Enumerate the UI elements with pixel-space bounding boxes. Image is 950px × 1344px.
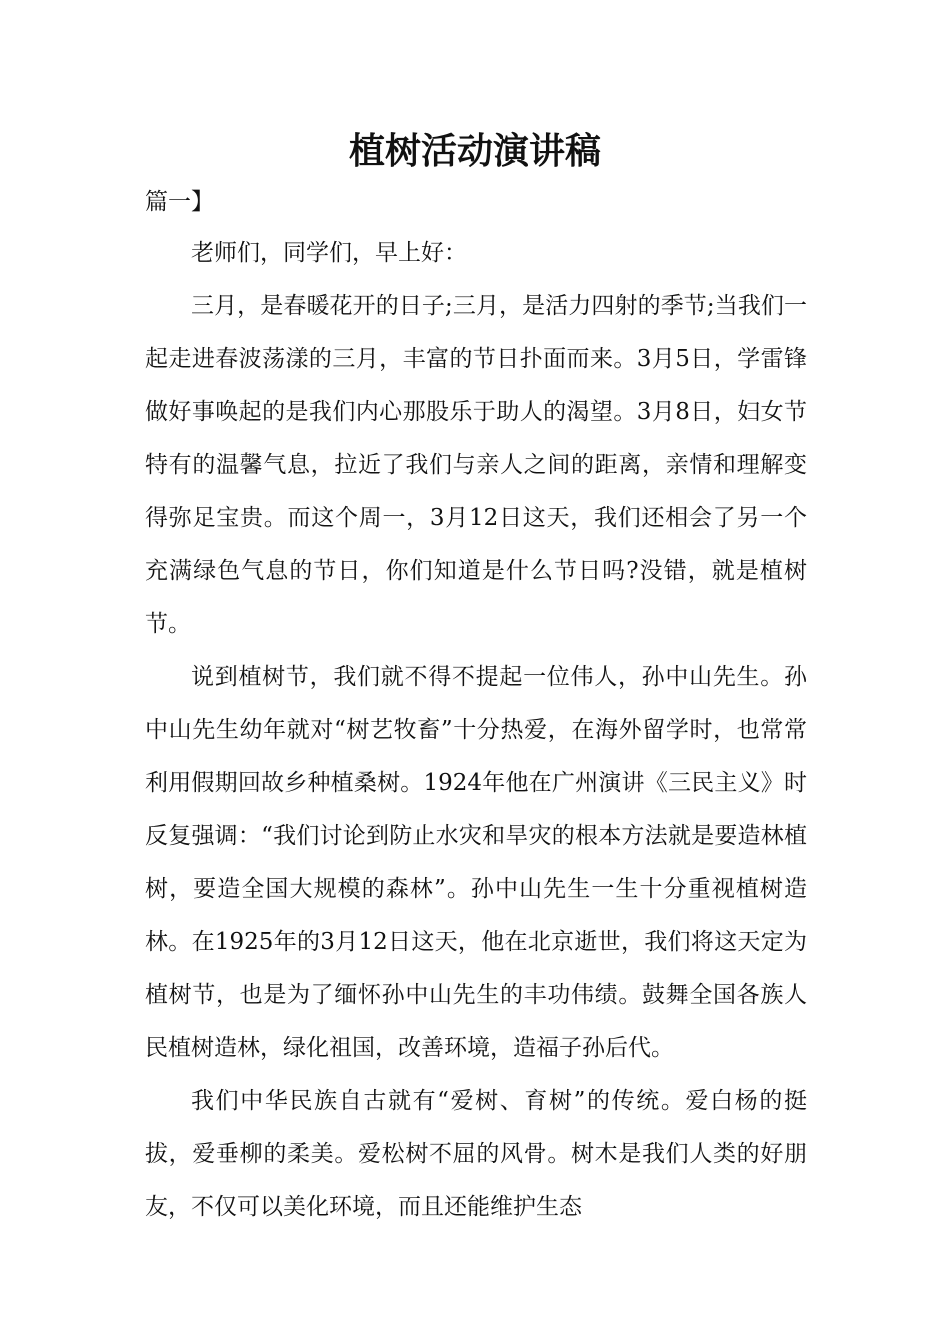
- document-title: 植树活动演讲稿: [348, 131, 601, 172]
- document-body: [145, 227, 807, 1234]
- section-label: 篇一】: [145, 189, 214, 215]
- tree-tradition-paragraph: 我们中华民族自古就有“爱树、育树”的传统。爱白杨的挺拔，爱垂柳的柔美。爱松树不屈的风骨。树木是我们人类的好朋友，不仅可以美化环境，而且还能维护生态: [145, 1088, 807, 1220]
- march-festivals-paragraph: 三月，是春暖花开的日子;三月，是活力四射的季节;当我们一起走进春波荡漾的三月，丰富的节日扑面而来。3月5日，学雷锋做好事唤起的是我们内心那股乐于助人的渴望。3月8日，妇女节特有的温馨气息，拉近了我们与亲人之间的距离，亲情和理解变得弥足宝贵。而这个周一，3月12日这天，我们还相会了另一个充满绿色气息的节日，你们知道是什么节日吗?没错，就是植树节。: [145, 293, 807, 637]
- greeting-paragraph: 老师们，同学们，早上好：: [191, 240, 467, 266]
- sun-yat-sen-paragraph: 说到植树节，我们就不得不提起一位伟人，孙中山先生。孙中山先生幼年就对“树艺牧畜”十分热爱，在海外留学时，也常常利用假期回故乡种植桑树。1924年他在广州演讲《三民主义》时反复强调：“我们讨论到防止水灾和旱灾的根本方法就是要造林植树，要造全国大规模的森林”。孙中山先生一生十分重视植树造林。在1925年的3月12日这天，他在北京逝世，我们将这天定为植树节，也是为了缅怀孙中山先生的丰功伟绩。鼓舞全国各族人民植树造林，绿化祖国，改善环境，造福子孙后代。: [145, 664, 807, 1061]
